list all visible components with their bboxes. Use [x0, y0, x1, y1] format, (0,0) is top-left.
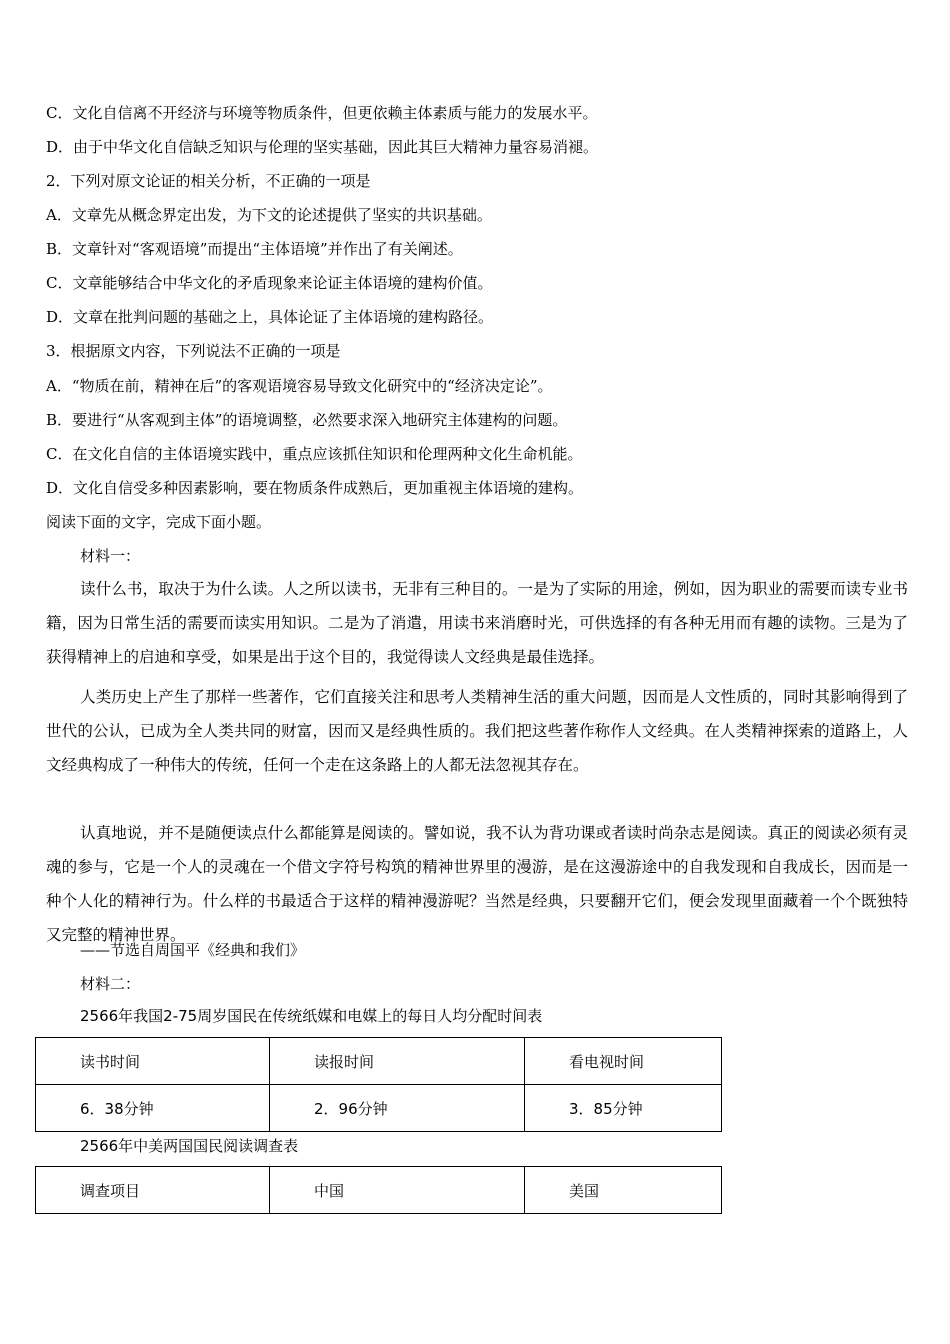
- material-1-label: 材料一：: [80, 547, 141, 565]
- time-table: [35, 1037, 722, 1132]
- paragraph-1: 读什么书，取决于为什么读。人之所以读书，无非有三种目的。一是为了实际的用途，例如，因为职业的需要而读专业书籍，因为日常生活的需要而读实用知识。二是为了消遣，用读书来消磨时光，可供选择的有各种无用而有趣的读物。三是为了获得精神上的启迪和享受，如果是出于这个目的，我觉得读人文经典是最佳选择。: [46, 580, 908, 666]
- table-header-cell: 看电视时间: [525, 1038, 722, 1085]
- survey-table: [35, 1166, 722, 1214]
- table-2-caption: 2566年中美两国国民阅读调查表: [80, 1137, 299, 1155]
- source-citation: ——节选自周国平《经典和我们》: [80, 941, 306, 959]
- option-b-3: B．要进行“从客观到主体”的语境调整，必然要求深入地研究主体建构的问题。: [46, 411, 568, 429]
- option-d-1: D．由于中华文化自信缺乏知识与伦理的坚实基础，因此其巨大精神力量容易消褪。: [46, 138, 599, 156]
- table-row: [36, 1038, 722, 1085]
- option-a-2: A．文章先从概念界定出发，为下文的论述提供了坚实的共识基础。: [46, 206, 492, 224]
- option-d-3: D．文化自信受多种因素影响，要在物质条件成熟后，更加重视主体语境的建构。: [46, 479, 584, 497]
- table-header-cell: 读报时间: [270, 1038, 525, 1085]
- table-header-cell: 调查项目: [36, 1167, 270, 1214]
- option-a-3: A．“物质在前，精神在后”的客观语境容易导致文化研究中的“经济决定论”。: [46, 377, 553, 395]
- question-2: 2．下列对原文论证的相关分析，不正确的一项是: [46, 172, 371, 190]
- reading-instruction: 阅读下面的文字，完成下面小题。: [46, 513, 272, 531]
- table-row: [36, 1085, 722, 1132]
- table-cell: 6．38分钟: [36, 1085, 270, 1132]
- table-header-cell: 读书时间: [36, 1038, 270, 1085]
- option-c-1: C．文化自信离不开经济与环境等物质条件，但更依赖主体素质与能力的发展水平。: [46, 104, 598, 122]
- table-cell: 2．96分钟: [270, 1085, 525, 1132]
- table-cell: 3．85分钟: [525, 1085, 722, 1132]
- table-header-cell: 中国: [270, 1167, 525, 1214]
- table-1-caption: 2566年我国2-75周岁国民在传统纸媒和电媒上的每日人均分配时间表: [80, 1007, 543, 1025]
- paragraph-3: 认真地说，并不是随便读点什么都能算是阅读的。譬如说，我不认为背功课或者读时尚杂志是阅读。真正的阅读必须有灵魂的参与，它是一个人的灵魂在一个借文字符号构筑的精神世界里的漫游，是在这漫游途中的自我发现和自我成长，因而是一种个人化的精神行为。什么样的书最适合于这样的精神漫游呢？当然是经典，只要翻开它们，便会发现里面藏着一个个既独特又完整的精神世界。: [46, 824, 908, 944]
- material-2-label: 材料二：: [80, 975, 141, 993]
- paragraph-2: 人类历史上产生了那样一些著作，它们直接关注和思考人类精神生活的重大问题，因而是人文性质的，同时其影响得到了世代的公认，已成为全人类共同的财富，因而又是经典性质的。我们把这些著作称作人文经典。在人类精神探索的道路上，人文经典构成了一种伟大的传统，任何一个走在这条路上的人都无法忽视其存在。: [46, 688, 908, 774]
- table-header-cell: 美国: [525, 1167, 722, 1214]
- option-d-2: D．文章在批判问题的基础之上，具体论证了主体语境的建构路径。: [46, 308, 494, 326]
- table-row: [36, 1167, 722, 1214]
- question-3: 3．根据原文内容，下列说法不正确的一项是: [46, 342, 341, 360]
- option-c-3: C．在文化自信的主体语境实践中，重点应该抓住知识和伦理两种文化生命机能。: [46, 445, 583, 463]
- option-b-2: B．文章针对“客观语境”而提出“主体语境”并作出了有关阐述。: [46, 240, 463, 258]
- option-c-2: C．文章能够结合中华文化的矛盾现象来论证主体语境的建构价值。: [46, 274, 493, 292]
